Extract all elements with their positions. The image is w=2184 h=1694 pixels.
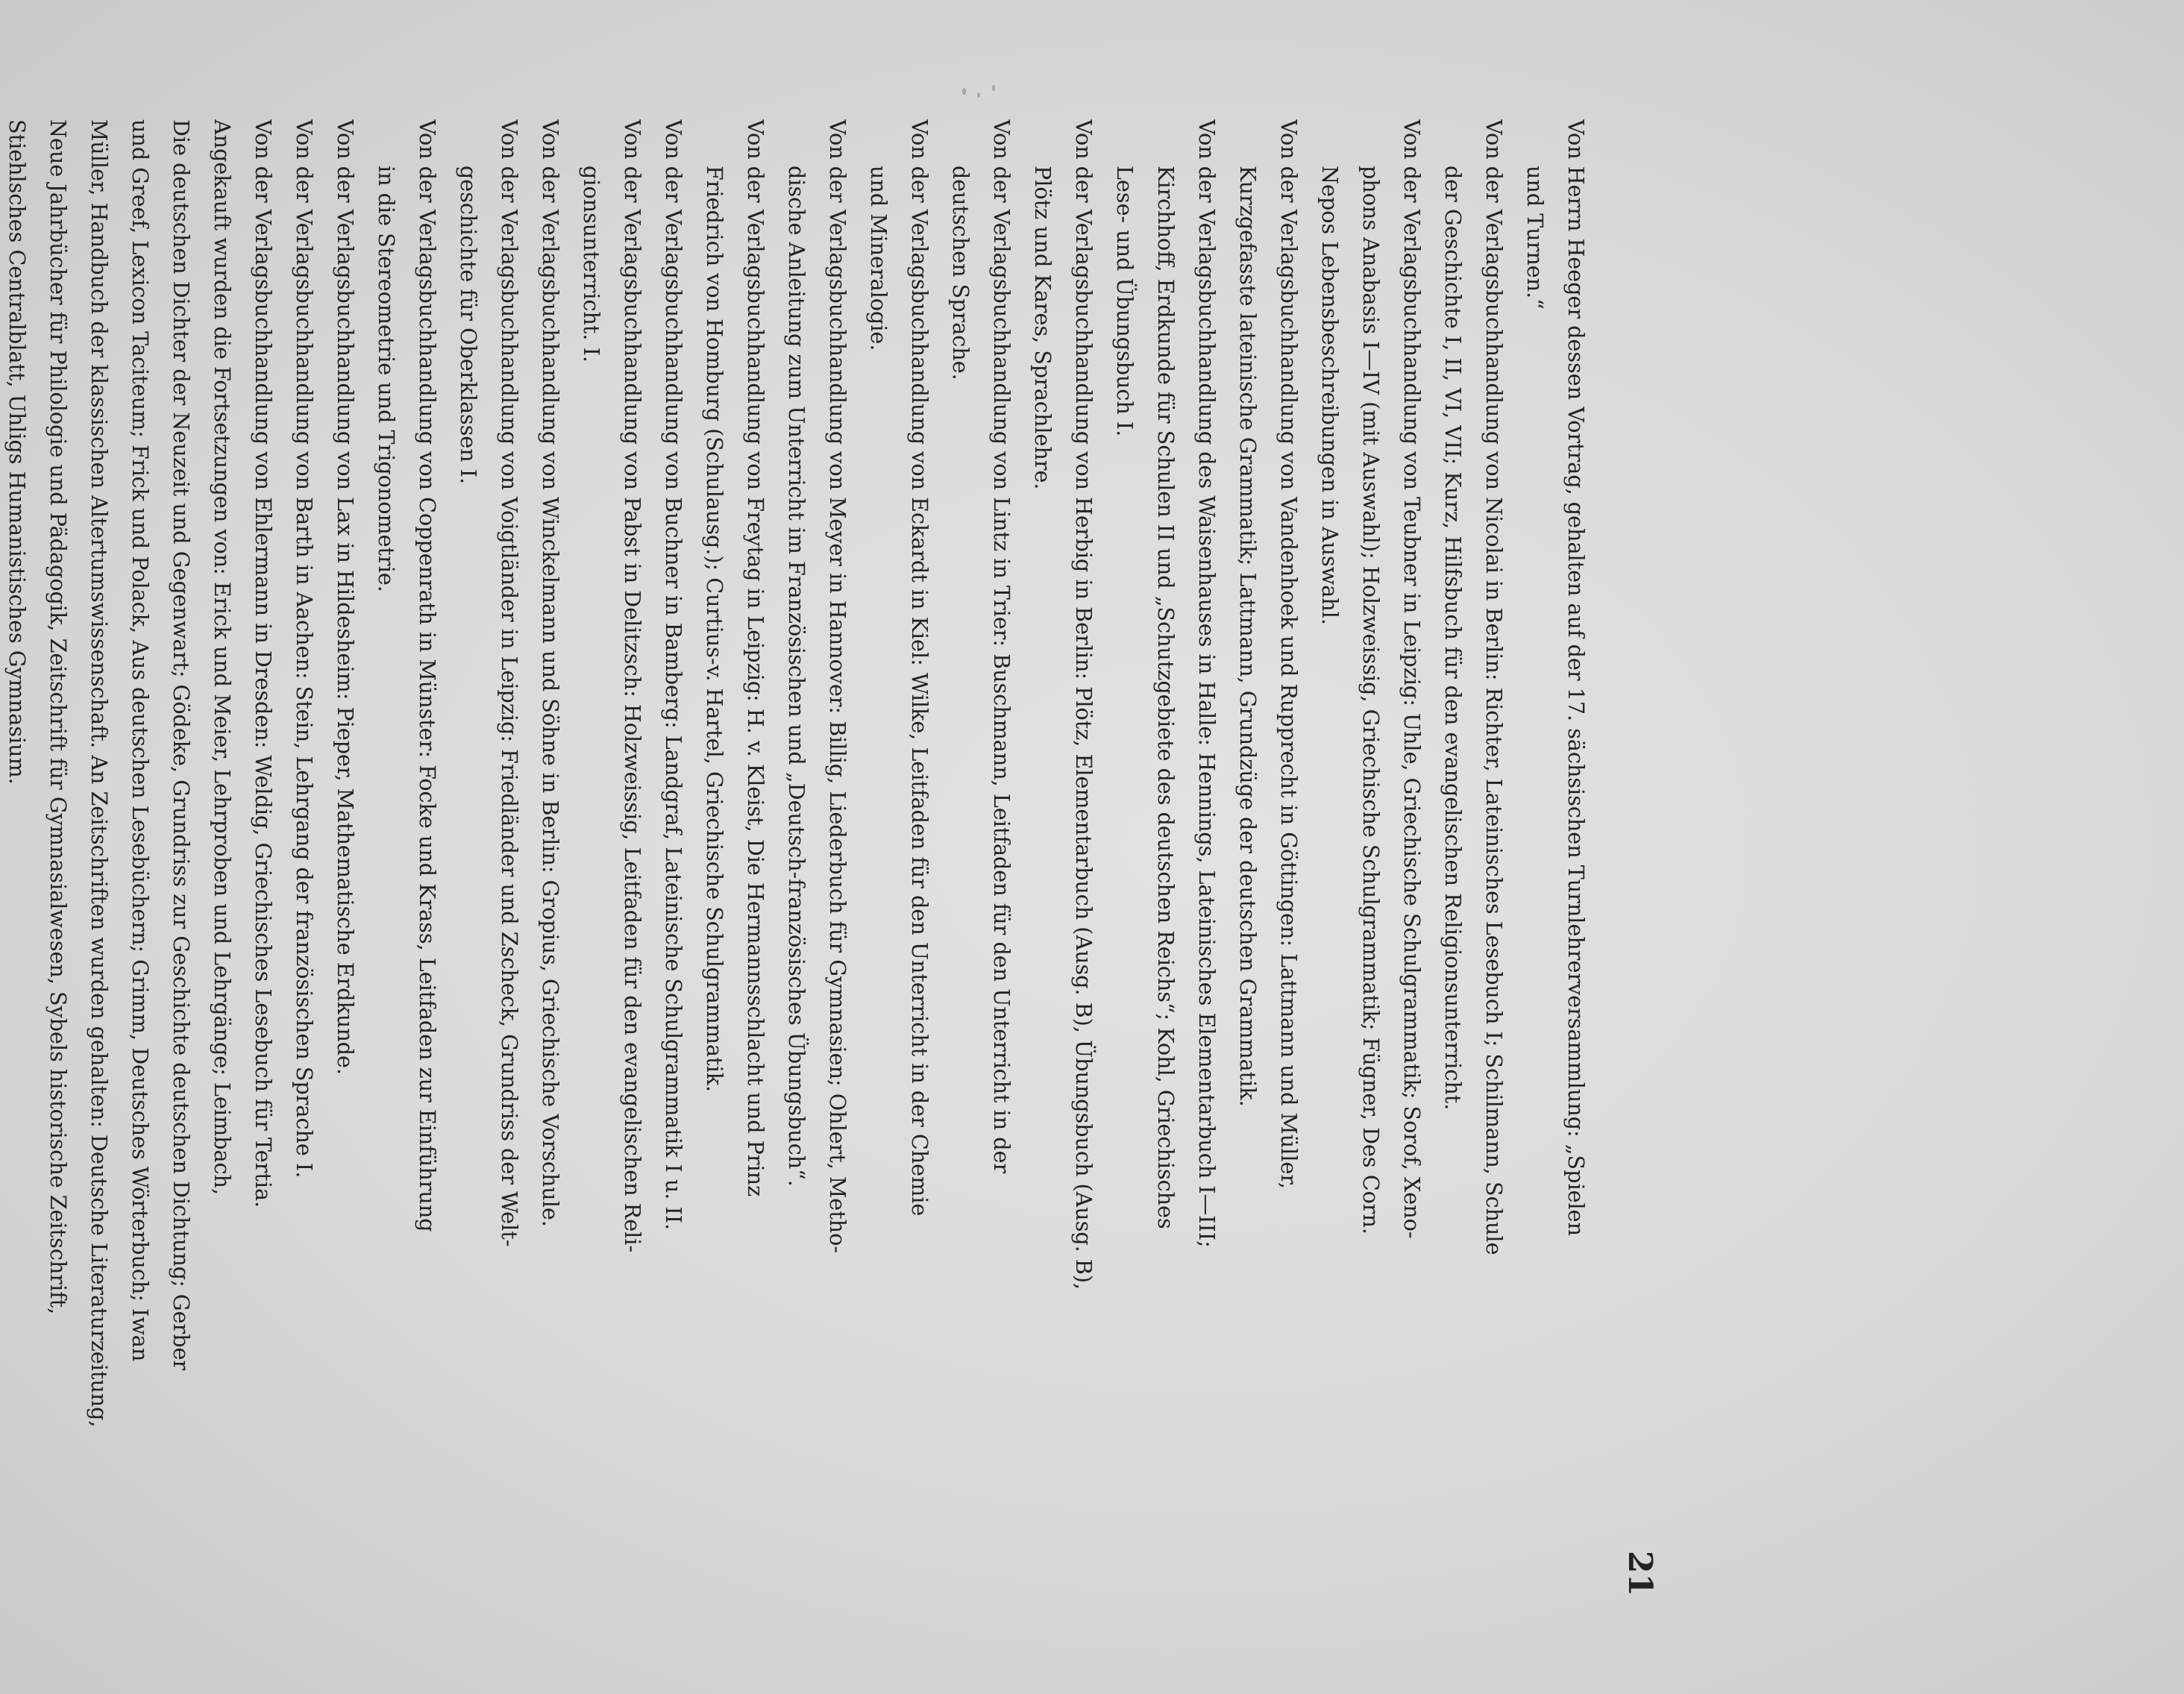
text-line: und Mineralogie. <box>866 166 891 351</box>
text-line: Von der Verlagsbuchhandlung von Voigtländer in Leipzig: Friedländer und Zscheck, Grundriss der Welt- <box>497 119 522 1247</box>
text-line: gionsunterricht. I. <box>579 166 604 363</box>
text-line: Von der Verlagsbuchhandlung von Winckelmann und Söhne in Berlin: Gropius, Griechische Vorschule. <box>538 119 563 1227</box>
text-line: Von der Verlagsbuchhandlung von Freytag in Leipzig: H. v. Kleist, Die Hermannsschlacht und Prinz <box>743 119 768 1197</box>
text-line: Müller, Handbuch der klassischen Altertumswissenschaft. An Zeitschriften wurden gehalten: Deutsche Literaturzeitung, <box>87 119 112 1428</box>
text-line: Friedrich von Homburg (Schulausg.); Curtius-v. Hartel, Griechische Schulgrammatik. <box>702 166 727 1093</box>
text-line: Von der Verlagsbuchhandlung von Buchner in Bamberg: Landgraf, Lateinische Schulgrammatik I u. II. <box>661 119 686 1231</box>
text-line: dische Anleitung zum Unterricht im Französischen und „Deutsch-französisches Übungsbuch“. <box>784 166 809 1187</box>
text-line: und Turnen.“ <box>1522 166 1548 310</box>
text-line: Von der Verlagsbuchhandlung von Coppenrath in Münster: Focke und Krass, Leitfaden zur Einführung <box>415 119 440 1232</box>
text-line: Plötz und Kares, Sprachlehre. <box>1030 166 1055 490</box>
text-line: phons Anabasis I—IV (mit Auswahl); Holzweissig, Griechische Schulgrammatik; Fügner, Des Corn. <box>1358 166 1384 1235</box>
text-line: Von der Verlagsbuchhandlung von Herbig in Berlin: Plötz, Elementarbuch (Ausg. B), Übungsbuch (Ausg. B), <box>1071 119 1096 1290</box>
text-line: Von der Verlagsbuchhandlung von Meyer in Hannover: Billig, Liederbuch für Gymnasien; Ohlert, Metho- <box>825 119 850 1253</box>
ink-speck <box>992 85 995 91</box>
page-number: 21 <box>1621 1550 1659 1596</box>
text-line: Von der Verlagsbuchhandlung von Vandenhoek und Rupprecht in Göttingen: Lattmann und Müller, <box>1276 119 1302 1190</box>
text-line: in die Stereometrie und Trigonometrie. <box>374 166 399 592</box>
text-line: Von der Verlagsbuchhandlung des Waisenhauses in Halle: Hennings, Lateinisches Elementarbuch I—III; <box>1194 119 1220 1248</box>
text-line: deutschen Sprache. <box>948 166 973 380</box>
text-line: Von der Verlagsbuchhandlung von Lintz in Trier: Buschmann, Leitfaden für den Unterricht in der <box>989 119 1014 1174</box>
text-line: Von der Verlagsbuchhandlung von Teubner in Leipzig: Uhle, Griechische Schulgrammatik; Sorof, Xeno- <box>1399 119 1425 1239</box>
ink-speck <box>962 88 966 95</box>
text-line: Nepos Lebensbeschreibungen in Auswahl. <box>1317 166 1343 625</box>
text-line: geschichte für Oberklassen I. <box>456 166 481 485</box>
text-line: Von der Verlagsbuchhandlung von Eckardt in Kiel: Wilke, Leitfaden für den Unterricht in der Chemie <box>907 119 932 1217</box>
text-line: und Greef, Lexicon Taciteum; Frick und Polack, Aus deutschen Lesebüchern; Grimm, Deutsches Wörterbuch; Iwan <box>128 119 153 1362</box>
text-line: der Geschichte I, II, VI, VII; Kurz, Hilfsbuch für den evangelischen Religionsunterricht. <box>1440 166 1466 1111</box>
text-line: Von Herrn Heeger dessen Vortrag, gehalten auf der 17. sächsischen Turnlehrerversammlung: „Spielen <box>1563 119 1589 1236</box>
text-line: Lese- und Übungsbuch I. <box>1112 166 1138 437</box>
rotated-text-page <box>0 119 1659 1596</box>
ink-speck <box>977 92 980 98</box>
text-line: Die deutschen Dichter der Neuzeit und Gegenwart; Gödeke, Grundriss zur Geschichte deutschen Dichtung; Gerber <box>169 119 194 1371</box>
text-lines <box>0 119 1596 1596</box>
text-line: Von der Verlagsbuchhandlung von Nicolai in Berlin: Richter, Lateinisches Lesebuch I; Schilmann, Schule <box>1481 119 1507 1255</box>
text-line: Kurzgefasste lateinische Grammatik; Lattmann, Grundzüge der deutschen Grammatik. <box>1235 166 1261 1107</box>
text-line: Neue Jahrbücher für Philologie und Pädagogik, Zeitschrift für Gymnasialwesen, Sybels historische Zeitschrift, <box>46 119 71 1315</box>
text-line: Angekauft wurden die Fortsetzungen von: Erick und Meier, Lehrproben und Lehrgänge; Leimbach, <box>210 119 235 1196</box>
text-line: Stiehlsches Centralblatt, Uhligs Humanistisches Gymnasium. <box>4 119 30 785</box>
text-line: Von der Verlagsbuchhandlung von Pabst in Delitzsch: Holzweissig, Leitfaden für den evangelischen Reli- <box>620 119 645 1253</box>
text-line: Von der Verlagsbuchhandlung von Barth in Aachen: Stein, Lehrgang der französischen Sprache I. <box>292 119 317 1179</box>
text-line: Kirchhoff, Erdkunde für Schulen II und „Schutzgebiete des deutschen Reichs“; Kohl, Griechisches <box>1153 166 1179 1229</box>
text-line: Von der Verlagsbuchhandlung von Ehlermann in Dresden: Weldig, Griechisches Lesebuch für Tertia. <box>251 119 276 1208</box>
text-line: Von der Verlagsbuchhandlung von Lax in Hildesheim: Pieper, Mathematische Erdkunde. <box>333 119 358 1076</box>
